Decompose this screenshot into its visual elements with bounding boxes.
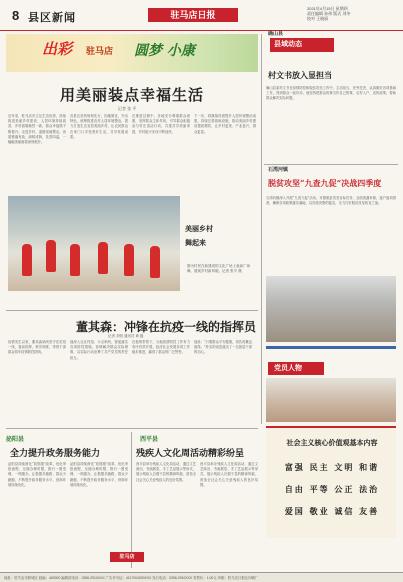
page-footer: 地址：驻马店市驿城区 邮编：463000 编辑部电话：0396-2910XXX 广告许可证：4117004000XXX 发行电话：0396-2910XXX 零售价：1.00元 印刷：驻马店日报社印刷厂: [0, 572, 403, 582]
county-label: 泌阳县: [6, 437, 25, 443]
photo-note: 图为村民在新建成的文化广场上表演广场舞，展现乡村新风貌。记者 张平 摄: [187, 264, 250, 273]
article-column: 在推进过程中，各地充分尊重群众意愿，发挥群众主体作用，引导群众积极参与村庄清洁行动，共建共享美丽家园，乡村振兴步伐不断加快。: [132, 114, 190, 134]
article-column: 泌阳县持续深化“放管服”改革，优化审批流程，压缩办理时限，推行一窗受理、一网通办，让数据多跑路、群众少跑腿，不断提升政务服务水平，营商环境持续优化。: [8, 462, 66, 487]
date-block: [307, 6, 397, 21]
core-values-box: [266, 426, 396, 538]
party-badge: 党员人物: [268, 362, 324, 375]
section-badge: 县域动态: [270, 38, 334, 52]
dancer-figure: [46, 240, 56, 272]
dancer-figure: [98, 242, 108, 274]
banner-text: 圆梦 小康: [134, 43, 195, 59]
page-number: 8: [12, 8, 20, 23]
article-column: 近年来，驻马店市立足生态优势，持续推进美丽乡村建设，人居环境持续改善，乡村面貌焕然一新，群众幸福感不断提升。走进乡村，道路宽阔整洁，房屋错落有致，绿树成荫，花香四溢，一幅幅美丽画卷徐徐展开。: [8, 114, 66, 145]
article-column: 他说：“只要群众平安健康，再苦再累也值得。”朴实的话语道出了一名基层干部的初心。: [194, 340, 252, 355]
article-column: 他深入社区村组、卡点哨所，督促落实各项防控措施，协调解决群众实际困难，以实际行动诠释了共产党员的责任担当。: [70, 340, 128, 360]
dancer-figure: [124, 244, 134, 276]
dancer-figure: [22, 244, 32, 276]
core-values-row: 自由 平等 公正 法治: [284, 484, 380, 494]
dance-photo: [8, 196, 180, 291]
divider: [6, 428, 258, 429]
section-title: 县区新闻: [28, 12, 76, 24]
article-column: 在他的带领下，当地疫情防控工作有力有序有效开展，经济社会发展各项工作稳步推进，赢得了群众的广泛赞誉。: [132, 340, 190, 355]
core-values-row: 爱国 敬业 诚信 友善: [284, 506, 380, 516]
dancer-figure: [70, 244, 80, 276]
core-values-row: 富强 民主 文明 和谐: [284, 462, 380, 472]
second-headline: 董其森：冲锋在抗疫一线的指挥员: [76, 320, 257, 334]
date-line: 责任编辑 孙伟 版式 刘冬: [307, 11, 351, 16]
photo-caption: [185, 222, 213, 250]
column-divider: [131, 432, 132, 568]
bottom-headline: 全力提升政务服务能力: [10, 449, 101, 459]
right-headline: 村文书放入显担当: [268, 70, 332, 80]
section-badge: 驻马店: [110, 552, 144, 562]
masthead: 驻马店日报: [148, 8, 238, 22]
dancer-figure: [150, 246, 160, 278]
article-column: 西平县举办残疾人文化周活动，通过文艺演出、书画展览、手工艺品展示等形式，展示残疾人自强不息的精神风貌，营造全社会关心关爱残疾人的良好氛围。: [136, 462, 196, 482]
divider: [6, 310, 258, 311]
column-divider: [261, 34, 262, 424]
article-column: 各县区坚持规划先行，因地制宜，突出特色，统筹推进农村人居环境整治，着力打造生态宜居美丽乡村，让农民群众在家门口享受美好生活，共享发展成果。: [70, 114, 128, 139]
theme-banner: [6, 34, 258, 72]
right-section-title: 石湾河镇: [268, 167, 289, 173]
caption-line: 舞起来: [185, 238, 206, 247]
bottom-headline: 残疾人文化周活动精彩纷呈: [136, 449, 245, 459]
right-section-title: 确山县: [268, 31, 284, 37]
core-values-title: 社会主义核心价值观基本内容: [286, 438, 378, 447]
event-photo: [266, 378, 396, 422]
article-column: 泌阳县持续深化“放管服”改革，优化审批流程，压缩办理时限，推行一窗受理、一网通办，让数据多跑路、群众少跑腿，不断提升政务服务水平，营商环境持续优化。: [70, 462, 128, 487]
second-byline: 记者 刘恒 通讯员 黄 磊: [108, 334, 144, 338]
banner-text: 出彩: [42, 40, 73, 58]
caption-line: 美丽乡村: [185, 224, 213, 233]
right-article: 确山县某村文书在疫情防控和脱贫攻坚工作中，主动担当，任劳任怨，认真做好各项基础工作，得到群众一致好评。他坚持把群众的事当作自己的事，走村入户，宣传政策，帮助群众解决实际问题。: [266, 86, 396, 101]
article-column: 西平县举办残疾人文化周活动，通过文艺演出、书画展览、手工艺品展示等形式，展示残疾人自强不息的精神风貌，营造全社会关心关爱残疾人的良好氛围。: [200, 462, 258, 487]
right-headline: 脱贫攻坚“九查九促”决战四季度: [268, 178, 382, 188]
lead-headline: 用美丽装点幸福生活: [60, 86, 205, 104]
page-header: [0, 0, 403, 31]
divider: [264, 164, 398, 165]
article-column: 下一步，将继续巩固提升人居环境整治成果，持续完善基础设施，推动美丽乡村建设提质增效，让乡村更美、产业更兴、群众更富。: [194, 114, 256, 134]
banner-text: 驻马店: [86, 46, 114, 56]
lead-byline: 记者 张 平: [118, 106, 137, 111]
date-line: 校对 王晓丽: [307, 16, 329, 21]
article-column: 疫情发生以来，董其森始终坚守在抗疫一线，靠前指挥，科学调度，带领干部群众筑牢疫情防控防线。: [8, 340, 66, 355]
date-line: 2021年4月15日 星期四: [307, 6, 348, 11]
county-label: 西平县: [140, 437, 159, 443]
caption-bar: [266, 346, 396, 349]
right-article: 石湾河镇深入开展“九查九促”活动，对照脱贫攻坚目标任务，全面查漏补缺，逐户逐项排查，确保各项政策落实落地，以决战决胜的姿态，全力打好脱贫攻坚收官之战。: [266, 196, 396, 206]
ceremony-photo: [266, 276, 396, 342]
